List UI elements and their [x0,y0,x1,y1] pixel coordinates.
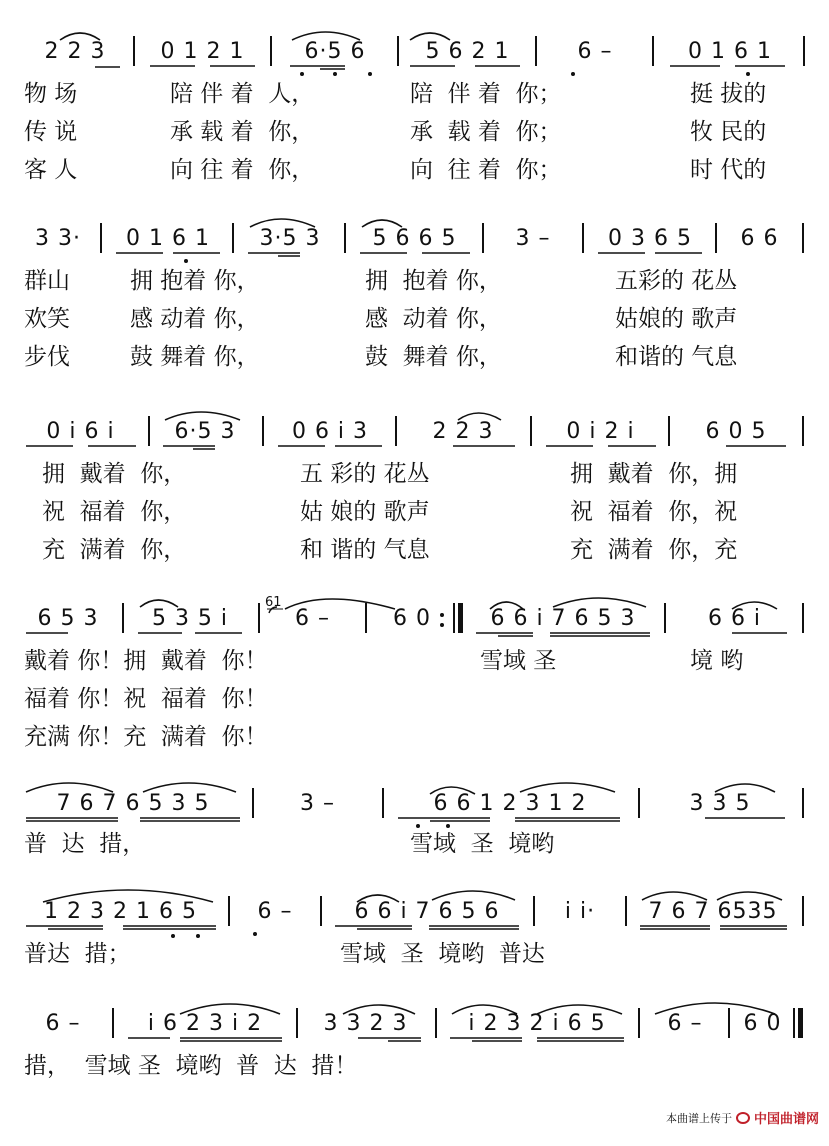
lyric-line-3: 客 人 向 往 着 你， 向 往 着 你； 时 代的 [24,157,767,183]
measure: 3 3 2 3 [303,1000,428,1040]
upload-text: 本曲谱上传于 [665,1111,732,1125]
measure: 0 1 6 1 [660,28,800,68]
notation-row [0,595,829,635]
lyric-line-3: 充 满着 你， 和 谐的 气息 充 满着 你，充 [42,537,738,563]
measure: 6 0 [372,595,452,635]
measure: 0 1 2 1 [160,39,245,64]
measure: i 6 2 3 i 2 [120,1000,290,1040]
site-logo-icon [736,1112,750,1124]
lyric-line-1: 拥 戴着 你， 五 彩的 花丛 拥 戴着 你，拥 [42,461,738,487]
lyric-line-2: 欢笑 感 动着 你， 感 动着 你， 姑娘的 歌声 [24,306,738,332]
measure: 6·5 3 [155,408,255,448]
measure: 6 – [45,1011,81,1036]
notation-row [0,215,829,255]
measure: 5 6 2 1 [405,28,530,68]
measure: 3 3· [35,226,81,251]
measure: 0 1 6 1 [108,215,228,255]
measure: i 2 3 2 i 6 5 [442,1000,632,1040]
measure: 6 0 5 [705,419,767,444]
score-system-4 [0,585,829,760]
site-logo[interactable]: 中国曲谱网 [753,1112,819,1127]
measure: 3 – [300,791,335,816]
notation-row [0,1000,829,1040]
measure: 5 6 6 5 [352,215,477,255]
lyric-line-1: 措， 雪域 圣 境哟 普 达 措！ [24,1053,358,1079]
measure: 6·5 6 [280,28,390,68]
measure: 7 6 7 6 5 3 5 [18,780,248,820]
lyric-line-1: 普达 措； 雪域 圣 境哟 普达 [24,941,545,967]
measure: 61 6 – [265,595,360,635]
lyric-line-1: 普 达 措， 雪域 圣 境哟 [24,831,555,857]
grace-note: 61 [265,595,282,610]
measure: 6 6 i 7 6 5 3 [468,595,658,635]
measure: 0 i 6 i [46,419,115,444]
lyric-line-1: 群山 拥 抱着 你， 拥 抱着 你， 五彩的 花丛 [24,268,738,294]
score-system-5 [0,770,829,860]
measure: 2 2 3 [20,28,130,68]
score-system-7 [0,990,829,1090]
measure: 6 6 1 2 3 1 2 [390,780,630,820]
notation-row [0,408,829,448]
measure: 3 – [515,226,551,251]
lyric-line-3: 充满 你！充 满着 你！ [24,724,268,750]
score-system-3 [0,398,829,573]
lyric-line-3: 步伐 鼓 舞着 你， 鼓 舞着 你， 和谐的 气息 [24,344,738,370]
lyric-line-1: 物 场 陪 伴 着 人， 陪 伴 着 你； 挺 拔的 [24,81,767,107]
notation-row [0,780,829,820]
measure: 5 3 5 i [130,595,250,635]
measure: 3 3 5 [645,780,795,820]
measure: 3·5 3 [240,215,340,255]
measure: 6 – [545,28,645,68]
measure: i i· [564,899,596,924]
score-system-2 [0,205,829,380]
measure: 1 2 3 2 1 6 5 [18,888,223,928]
measure: 7 6 7 6535 [632,888,794,928]
footer-attribution [666,1108,819,1127]
measure: 6 6 i 7 6 5 6 [327,888,527,928]
measure: 6 – [645,1000,725,1040]
score-system-6 [0,878,829,978]
measure: 6 5 3 [37,606,99,631]
lyric-line-2: 祝 福着 你， 姑 娘的 歌声 祝 福着 你，祝 [42,499,738,525]
notation-row [0,28,829,68]
measure: 0 3 6 5 [608,226,692,251]
measure: 0 i 2 i [566,419,635,444]
measure: 6 – [235,888,315,928]
notation-row [0,888,829,928]
measure: 6 0 [743,1011,782,1036]
measure: 6 6 i [672,595,797,635]
measure: 6 6 [740,226,779,251]
lyric-line-2: 传 说 承 载 着 你， 承 载 着 你； 牧 民的 [24,119,767,145]
score-system-1 [0,18,829,193]
measure: 2 2 3 [403,408,523,448]
measure: 0 6 i 3 [291,419,369,444]
lyric-line-2: 福着 你！祝 福着 你！ [24,686,268,712]
lyric-line-1: 戴着 你！拥 戴着 你！ 雪域 圣 境 哟 [24,648,744,674]
